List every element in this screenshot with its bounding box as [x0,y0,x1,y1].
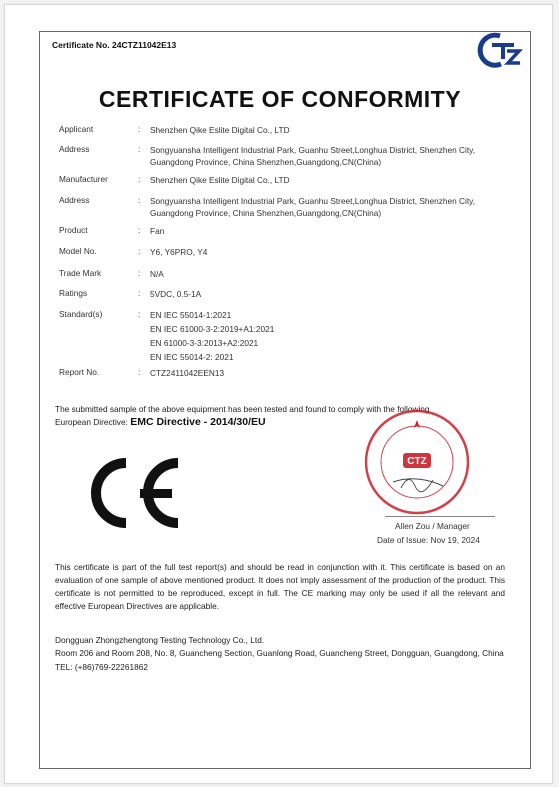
ce-mark-icon [82,455,182,531]
field-label: Address [59,144,90,154]
issuer-tel: TEL: (+86)769-22261862 [55,661,148,672]
field-value: Fan [150,226,165,236]
field-colon: : [138,246,141,256]
issuer-address: Room 206 and Room 208, No. 8, Guancheng Section, Guanlong Road, Guancheng Street, Dongguan, Guangdong, China [55,648,504,659]
field-label: Report No. [59,367,100,377]
field-colon: : [138,195,141,205]
field-label: Address [59,195,90,205]
field-label: Model No. [59,246,97,256]
certificate-number: Certificate No. 24CTZ11042E13 [52,40,177,50]
field-colon: : [138,124,141,134]
field-colon: : [138,367,141,377]
field-label: Trade Mark [59,268,102,278]
field-value: Shenzhen Qike Eslite Digital Co., LTD [150,175,290,185]
field-colon: : [138,174,141,184]
field-colon: : [138,268,141,278]
field-value: Shenzhen Qike Eslite Digital Co., LTD [150,125,290,135]
field-colon: : [138,288,141,298]
disclaimer-text: This certificate is part of the full test report(s) and should be read in conjunction with it. This certificate is based on an evaluation of one sample of above mentioned product. It does not imply assessment of the production of the product. This certificate is not permitted to be reproduced, except in full. The CE marking may only be used if all the relevant and effective European Directives are applicable. [55,562,505,611]
field-value: 5VDC, 0.5-1A [150,289,202,299]
standard-item: EN IEC 61000-3-2:2019+A1:2021 [150,324,275,334]
signature-line [385,516,495,517]
field-value: N/A [150,269,164,279]
signatory-name: Allen Zou / Manager [395,521,470,531]
field-label: Product [59,225,88,235]
issuer-block [55,634,505,674]
standard-item: EN 61000-3-3:2013+A2:2021 [150,338,259,348]
field-value: Songyuansha Intelligent Industrial Park, Guanhu Street,Longhua District, Shenzhen City, Guangdong Province, China Shenzhen,Guangdong,CN(China) [150,196,476,218]
official-stamp-icon [363,408,471,516]
svg-text:CTZ: CTZ [407,456,427,467]
document-title: CERTIFICATE OF CONFORMITY [98,86,462,112]
ctz-logo-icon [474,30,524,70]
field-value: Y6, Y6PRO, Y4 [150,247,208,257]
date-of-issue: Date of Issue: Nov 19, 2024 [377,535,480,545]
standard-item: EN IEC 55014-1:2021 [150,310,232,320]
directive-label: European Directive: [55,417,128,427]
standard-item: EN IEC 55014-2: 2021 [150,352,234,362]
field-label: Applicant [59,124,94,134]
directive-name: EMC Directive - 2014/30/EU [130,416,266,428]
field-value [150,309,505,365]
issuer-company: Dongguan Zhongzhengtong Testing Technology Co., Ltd. [55,635,265,645]
field-label: Manufacturer [59,174,108,184]
statement-line: The submitted sample of the above equipment has been tested and found to comply with the following [55,404,430,414]
field-colon: : [138,309,141,319]
field-value: Songyuansha Intelligent Industrial Park, Guanhu Street,Longhua District, Shenzhen City, Guangdong Province, China Shenzhen,Guangdong,CN(China) [150,145,476,167]
field-label: Standard(s) [59,309,103,319]
field-value: CTZ2411042EEN13 [150,368,225,378]
field-colon: : [138,144,141,154]
field-colon: : [138,225,141,235]
field-label: Ratings [59,288,88,298]
